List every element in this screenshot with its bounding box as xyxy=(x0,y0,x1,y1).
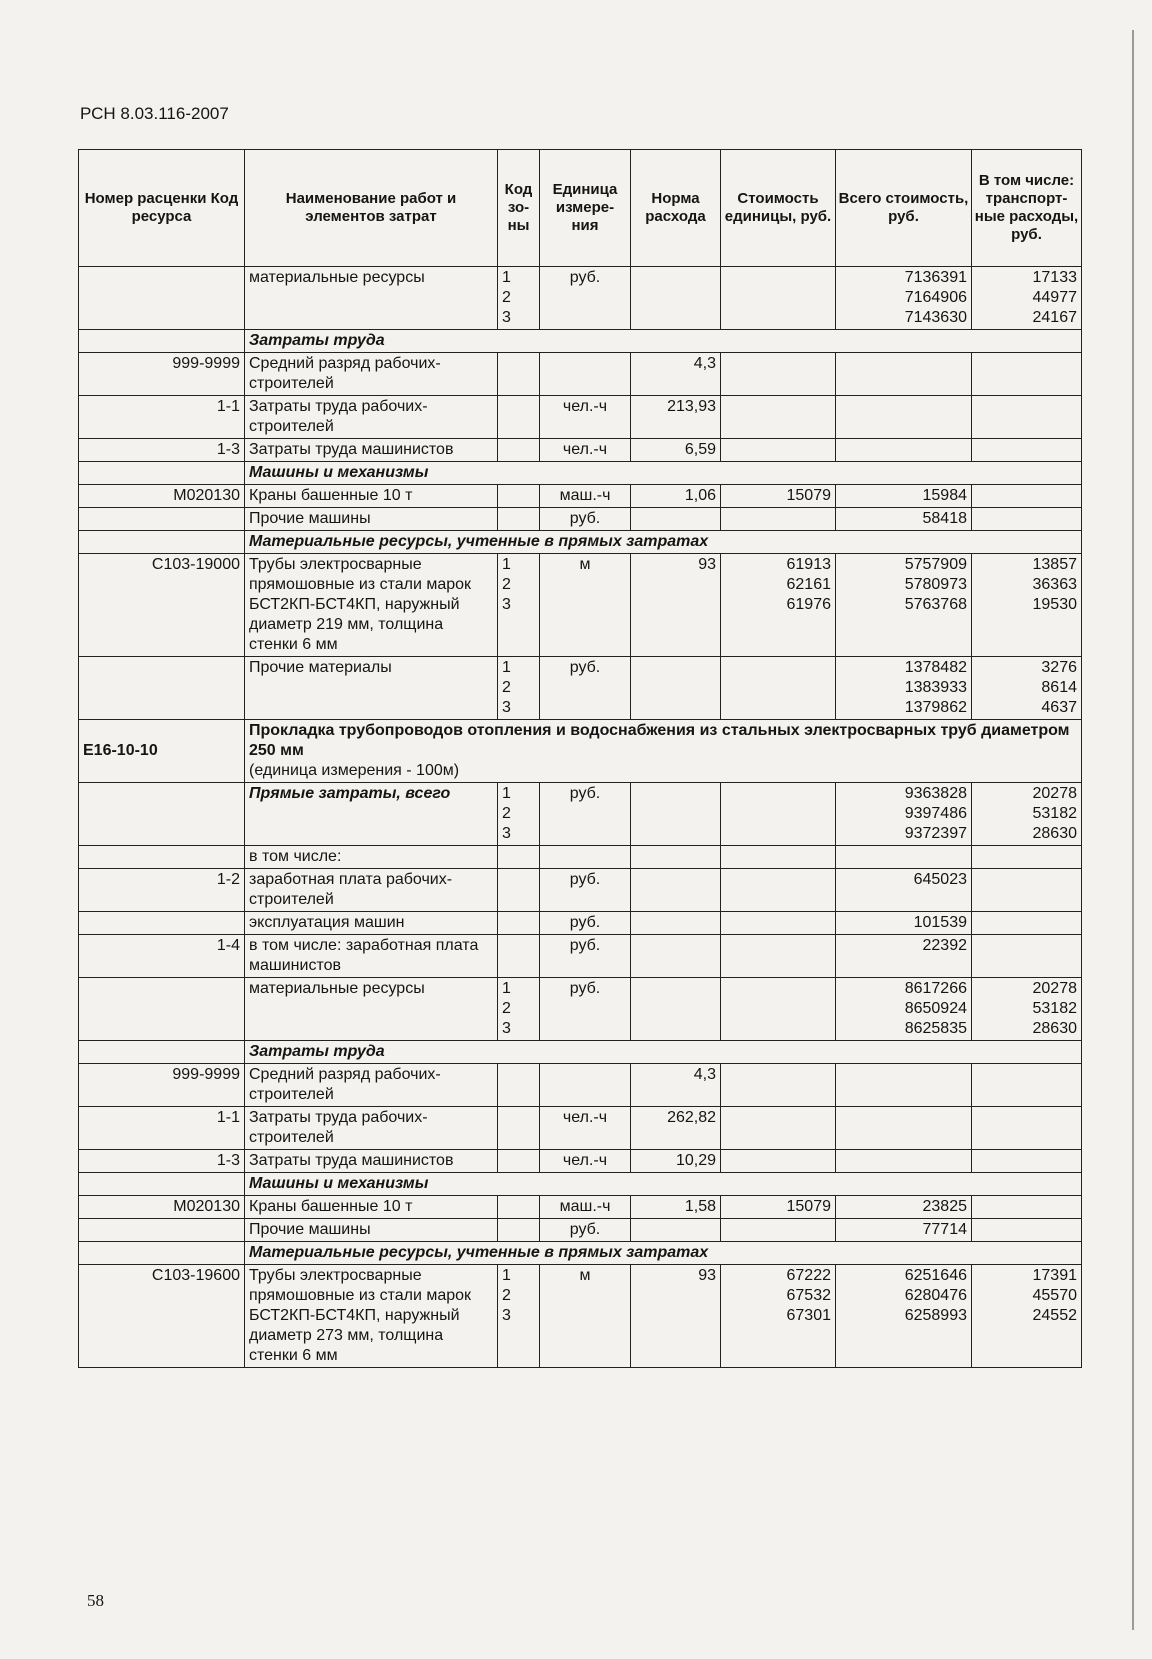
item-name: в том числе: заработная плата машинистов xyxy=(245,935,498,978)
item-name: материальные ресурсы xyxy=(245,267,498,330)
item-name: Затраты труда машинистов xyxy=(245,1150,498,1173)
resource-code: 1-1 xyxy=(79,1107,245,1150)
unit: руб. xyxy=(540,508,631,531)
section-title: Машины и механизмы xyxy=(245,462,1082,485)
norm: 1,58 xyxy=(631,1196,721,1219)
item-name: Средний разряд рабочих-строителей xyxy=(245,1064,498,1107)
work-title: Прокладка трубопроводов отопления и водоснабжения из стальных электросварных труб диаметром 250 мм xyxy=(249,722,1070,759)
transport-cost: 17391 45570 24552 xyxy=(972,1265,1082,1368)
unit: руб. xyxy=(540,267,631,330)
table-row xyxy=(79,485,1082,508)
work-title-cell xyxy=(245,720,1082,783)
unit-cost: 67222 67532 67301 xyxy=(721,1265,836,1368)
table-row xyxy=(79,439,1082,462)
resource-code: 1-3 xyxy=(79,439,245,462)
zone-codes: 1 2 3 xyxy=(498,267,540,330)
total-cost: 9363828 9397486 9372397 xyxy=(836,783,972,846)
zone-codes: 1 2 3 xyxy=(498,657,540,720)
section-row xyxy=(79,531,1082,554)
table-row xyxy=(79,869,1082,912)
zone-codes: 1 2 3 xyxy=(498,783,540,846)
item-name: Прочие машины xyxy=(245,1219,498,1242)
total-cost: 6251646 6280476 6258993 xyxy=(836,1265,972,1368)
total-cost: 8617266 8650924 8625835 xyxy=(836,978,972,1041)
resource-code: 1-2 xyxy=(79,869,245,912)
unit-cost: 61913 62161 61976 xyxy=(721,554,836,657)
unit: чел.-ч xyxy=(540,439,631,462)
item-name: Краны башенные 10 т xyxy=(245,485,498,508)
unit: руб. xyxy=(540,869,631,912)
table-row xyxy=(79,1150,1082,1173)
norm: 10,29 xyxy=(631,1150,721,1173)
table-row xyxy=(79,508,1082,531)
section-row xyxy=(79,1173,1082,1196)
table-row xyxy=(79,935,1082,978)
resource-code: 1-1 xyxy=(79,396,245,439)
transport-cost: 20278 53182 28630 xyxy=(972,978,1082,1041)
transport-cost: 13857 36363 19530 xyxy=(972,554,1082,657)
norm: 6,59 xyxy=(631,439,721,462)
unit: чел.-ч xyxy=(540,396,631,439)
header-name: Наименование работ и элементов затрат xyxy=(245,150,498,267)
unit: маш.-ч xyxy=(540,485,631,508)
total-cost: 101539 xyxy=(836,912,972,935)
norm: 262,82 xyxy=(631,1107,721,1150)
total-cost: 58418 xyxy=(836,508,972,531)
item-name: Затраты труда машинистов xyxy=(245,439,498,462)
table-row xyxy=(79,1219,1082,1242)
unit: руб. xyxy=(540,912,631,935)
page-number: 58 xyxy=(87,1591,104,1610)
section-row xyxy=(79,1242,1082,1265)
header-unit-cost: Стоимость единицы, руб. xyxy=(721,150,836,267)
header-zone: Код зо- ны xyxy=(498,150,540,267)
total-cost: 22392 xyxy=(836,935,972,978)
table-row xyxy=(79,978,1082,1041)
item-name: Затраты труда рабочих-строителей xyxy=(245,396,498,439)
work-unit: (единица измерения - 100м) xyxy=(249,762,460,779)
unit: чел.-ч xyxy=(540,1107,631,1150)
item-name: эксплуатация машин xyxy=(245,912,498,935)
norm: 93 xyxy=(631,554,721,657)
item-name: Прочие материалы xyxy=(245,657,498,720)
header-row xyxy=(79,150,1082,267)
unit: чел.-ч xyxy=(540,1150,631,1173)
page-edge-line xyxy=(1132,30,1134,1630)
document-code: РСН 8.03.116-2007 xyxy=(80,104,229,123)
transport-cost: 17133 44977 24167 xyxy=(972,267,1082,330)
section-row xyxy=(79,1041,1082,1064)
item-name: Краны башенные 10 т xyxy=(245,1196,498,1219)
zone-codes: 1 2 3 xyxy=(498,978,540,1041)
item-name: Трубы электросварные прямошовные из стали марок БСТ2КП-БСТ4КП, наружный диаметр 273 мм, толщина стенки 6 мм xyxy=(245,1265,498,1368)
item-name: заработная плата рабочих-строителей xyxy=(245,869,498,912)
item-name: Прочие машины xyxy=(245,508,498,531)
section-title: Материальные ресурсы, учтенные в прямых затратах xyxy=(245,531,1082,554)
unit: маш.-ч xyxy=(540,1196,631,1219)
unit-cost: 15079 xyxy=(721,485,836,508)
table-row xyxy=(79,554,1082,657)
table-row xyxy=(79,783,1082,846)
norm: 93 xyxy=(631,1265,721,1368)
item-name: Затраты труда рабочих-строителей xyxy=(245,1107,498,1150)
unit-cost: 15079 xyxy=(721,1196,836,1219)
total-cost: 645023 xyxy=(836,869,972,912)
section-title: Затраты труда xyxy=(245,330,1082,353)
section-title: Затраты труда xyxy=(245,1041,1082,1064)
norm: 213,93 xyxy=(631,396,721,439)
transport-cost: 20278 53182 28630 xyxy=(972,783,1082,846)
header-code: Номер расценки Код ресурса xyxy=(79,150,245,267)
total-cost: 1378482 1383933 1379862 xyxy=(836,657,972,720)
zone-codes: 1 2 3 xyxy=(498,1265,540,1368)
resource-code: М020130 xyxy=(79,485,245,508)
table-row xyxy=(79,912,1082,935)
table-row xyxy=(79,1265,1082,1368)
header-norm: Норма расхода xyxy=(631,150,721,267)
unit: м xyxy=(540,554,631,657)
norm: 4,3 xyxy=(631,1064,721,1107)
table-row xyxy=(79,1196,1082,1219)
item-name: Средний разряд рабочих-строителей xyxy=(245,353,498,396)
total-cost: 23825 xyxy=(836,1196,972,1219)
unit: руб. xyxy=(540,935,631,978)
unit: руб. xyxy=(540,783,631,846)
total-cost: 77714 xyxy=(836,1219,972,1242)
total-cost: 5757909 5780973 5763768 xyxy=(836,554,972,657)
unit: руб. xyxy=(540,657,631,720)
header-unit: Единица измере- ния xyxy=(540,150,631,267)
table-row xyxy=(79,1107,1082,1150)
table-row xyxy=(79,267,1082,330)
resource-code: М020130 xyxy=(79,1196,245,1219)
work-header-row xyxy=(79,720,1082,783)
section-row xyxy=(79,462,1082,485)
resource-code: 1-3 xyxy=(79,1150,245,1173)
item-name: в том числе: xyxy=(245,846,498,869)
item-name: материальные ресурсы xyxy=(245,978,498,1041)
rates-table xyxy=(78,149,1082,1368)
resource-code: 999-9999 xyxy=(79,353,245,396)
section-row xyxy=(79,330,1082,353)
total-cost: 7136391 7164906 7143630 xyxy=(836,267,972,330)
table-row xyxy=(79,846,1082,869)
total-cost: 15984 xyxy=(836,485,972,508)
resource-code: С103-19000 xyxy=(79,554,245,657)
header-transport: В том числе: транспорт- ные расходы, руб. xyxy=(972,150,1082,267)
table-row xyxy=(79,657,1082,720)
norm: 1,06 xyxy=(631,485,721,508)
resource-code: С103-19600 xyxy=(79,1265,245,1368)
unit: руб. xyxy=(540,1219,631,1242)
resource-code: 999-9999 xyxy=(79,1064,245,1107)
table-row xyxy=(79,353,1082,396)
table-row xyxy=(79,1064,1082,1107)
section-title: Материальные ресурсы, учтенные в прямых затратах xyxy=(245,1242,1082,1265)
work-code: Е16-10-10 xyxy=(79,720,245,783)
header-total-cost: Всего стоимость, руб. xyxy=(836,150,972,267)
transport-cost: 3276 8614 4637 xyxy=(972,657,1082,720)
resource-code: 1-4 xyxy=(79,935,245,978)
section-title: Машины и механизмы xyxy=(245,1173,1082,1196)
item-name: Прямые затраты, всего xyxy=(245,783,498,846)
zone-codes: 1 2 3 xyxy=(498,554,540,657)
unit: руб. xyxy=(540,978,631,1041)
table-row xyxy=(79,396,1082,439)
norm: 4,3 xyxy=(631,353,721,396)
item-name: Трубы электросварные прямошовные из стали марок БСТ2КП-БСТ4КП, наружный диаметр 219 мм, толщина стенки 6 мм xyxy=(245,554,498,657)
unit: м xyxy=(540,1265,631,1368)
